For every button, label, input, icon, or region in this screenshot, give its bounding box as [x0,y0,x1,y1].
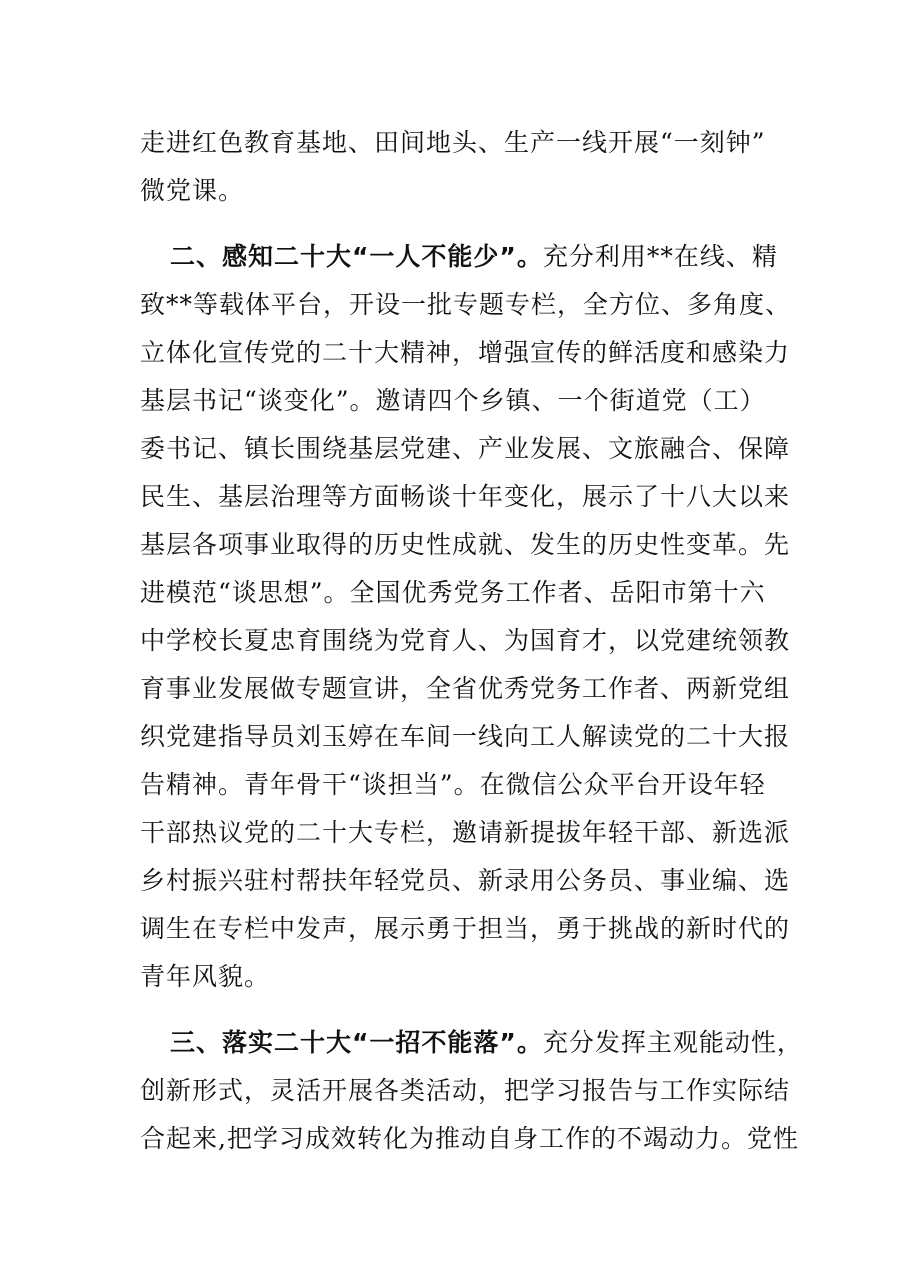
paragraph-2-line: 基层各项事业取得的历史性成就、发生的历史性变革。先 [140,530,791,559]
paragraph-2-first-line-text: 充分利用**在线、精 [542,242,778,271]
paragraph-2-line: 育事业发展做专题宣讲，全省优秀党务工作者、两新党组 [140,674,791,703]
paragraph-3-line: 创新形式，灵活开展各类活动，把学习报告与工作实际结 [140,1076,791,1105]
paragraph-2-line: 织党建指导员刘玉婷在车间一线向工人解读党的二十大报 [140,722,791,751]
paragraph-2-line: 干部热议党的二十大专栏，邀请新提拔年轻干部、新选派 [140,818,791,847]
paragraph-3-first-line-text: 充分发挥主观能动性， [542,1028,803,1057]
paragraph-2-line: 乡村振兴驻村帮扶年轻党员、新录用公务员、事业编、选 [140,866,791,895]
section-2-heading: 二、感知二十大“一人不能少”。 [170,242,543,271]
paragraph-2-line: 民生、基层治理等方面畅谈十年变化，展示了十八大以来 [140,482,791,511]
paragraph-2-line: 立体化宣传党的二十大精神，增强宣传的鲜活度和感染力 [140,338,791,367]
paragraph-2-line: 基层书记“谈变化”。邀请四个乡镇、一个街道党（工） [140,386,766,415]
paragraph-2-line: 中学校长夏忠育围绕为党育人、为国育才，以党建统领教 [140,626,791,655]
paragraph-3-line-1 [170,1028,803,1058]
section-3-heading: 三、落实二十大“一招不能落”。 [170,1028,543,1057]
paragraph-2-line: 青年风貌。 [140,962,271,991]
paragraph-2-line-1 [170,242,778,272]
paragraph-2-line: 致**等载体平台，开设一批专题专栏，全方位、多角度、 [140,290,792,319]
paragraph-2-line: 委书记、镇长围绕基层党建、产业发展、文旅融合、保障 [140,434,791,463]
paragraph-2-line: 进模范“谈思想”。全国优秀党务工作者、岳阳市第十六 [140,578,766,607]
paragraph-2-line: 告精神。青年骨干“谈担当”。在微信公众平台开设年轻 [140,770,766,799]
paragraph-1-line-2: 微党课。 [140,176,245,205]
paragraph-2-line: 调生在专栏中发声，展示勇于担当，勇于挑战的新时代的 [140,914,791,943]
paragraph-3-line: 合起来,把学习成效转化为推动自身工作的不竭动力。党性 [140,1124,799,1153]
paragraph-1-line-1: 走进红色教育基地、田间地头、生产一线开展“一刻钟” [140,128,766,157]
